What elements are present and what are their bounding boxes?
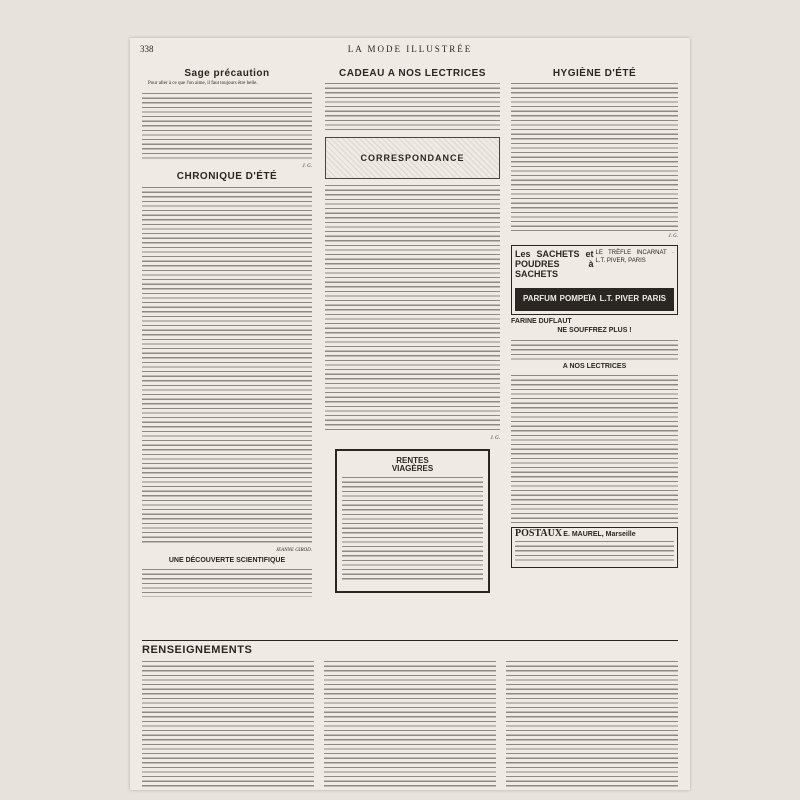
sage-text: Pour aller à ce que l'on aime, il faut toujours être belle. (148, 81, 258, 87)
renseignements-col-3 (506, 659, 678, 787)
farine-ad: FARINE DUFLAUT (511, 317, 572, 325)
cadeau-title: CADEAU A NOS LECTRICES (339, 68, 486, 79)
sage-title: Sage précaution (184, 68, 270, 79)
piver-advert (511, 245, 678, 315)
sachets-ad-text: Les SACHETS et POUDRES à SACHETS (515, 248, 594, 279)
renseignements-columns (142, 659, 678, 790)
correspondance-body-lines (325, 183, 500, 433)
postaux-ad (511, 527, 678, 568)
column-3 (511, 68, 678, 568)
parfum-label: PARFUM (523, 294, 557, 304)
postaux-body-lines (515, 539, 674, 561)
piver-label: L.T. PIVER (599, 294, 640, 304)
hygiene-body-lines (511, 81, 678, 231)
renseignements-section (142, 640, 678, 790)
correspondance-signature: J. G. (490, 436, 500, 442)
sage-body-lines (142, 91, 312, 161)
decouverte-title: UNE DÉCOUVERTE SCIENTIFIQUE (168, 557, 286, 565)
parfum-banner (515, 288, 674, 311)
chronique-body-lines (142, 185, 312, 545)
correspondance-banner (325, 137, 500, 179)
rentes-body-lines (342, 475, 483, 583)
correspondance-label: CORRESPONDANCE (360, 153, 465, 164)
ne-souffrez-ad: NE SOUFFREZ PLUS ! (557, 327, 632, 335)
chronique-title: CHRONIQUE D'ÉTÉ (176, 171, 278, 183)
postaux-title: POSTAUX (515, 528, 563, 540)
ne-souffrez-body-lines (511, 338, 678, 360)
column-2 (325, 68, 500, 599)
renseignements-col-2 (324, 659, 496, 787)
rentes-title: RENTES (396, 455, 429, 465)
lectrices-body-lines (511, 373, 678, 523)
page-number: 338 (140, 44, 154, 54)
lectrices-title: A NOS LECTRICES (562, 362, 627, 370)
postaux-line: E. MAUREL, Marseille (563, 531, 636, 539)
hygiene-signature: J. G. (668, 234, 678, 240)
page-header (130, 44, 690, 58)
renseignements-col-1 (142, 659, 314, 787)
paris-label: PARIS (642, 294, 666, 304)
chronique-signature: JEANNE GIROD. (275, 547, 312, 553)
sage-signature: J. G. (302, 163, 312, 169)
column-1 (142, 68, 312, 600)
pompeia-label: POMPEÏA (559, 294, 597, 304)
rentes-box (335, 449, 490, 593)
renseignements-title: RENSEIGNEMENTS (142, 644, 253, 656)
decouverte-body-lines (142, 567, 312, 597)
hygiene-title: HYGIÈNE D'ÉTÉ (552, 68, 637, 79)
trefle-ad-text: LE TRÈFLE INCARNAT · L.T. PIVER, PARIS (595, 249, 674, 264)
newspaper-page (130, 38, 690, 790)
rentes-subtitle: VIAGÈRES (391, 464, 434, 474)
running-title: LA MODE ILLUSTRÉE (347, 44, 473, 54)
cadeau-body-lines (325, 81, 500, 133)
